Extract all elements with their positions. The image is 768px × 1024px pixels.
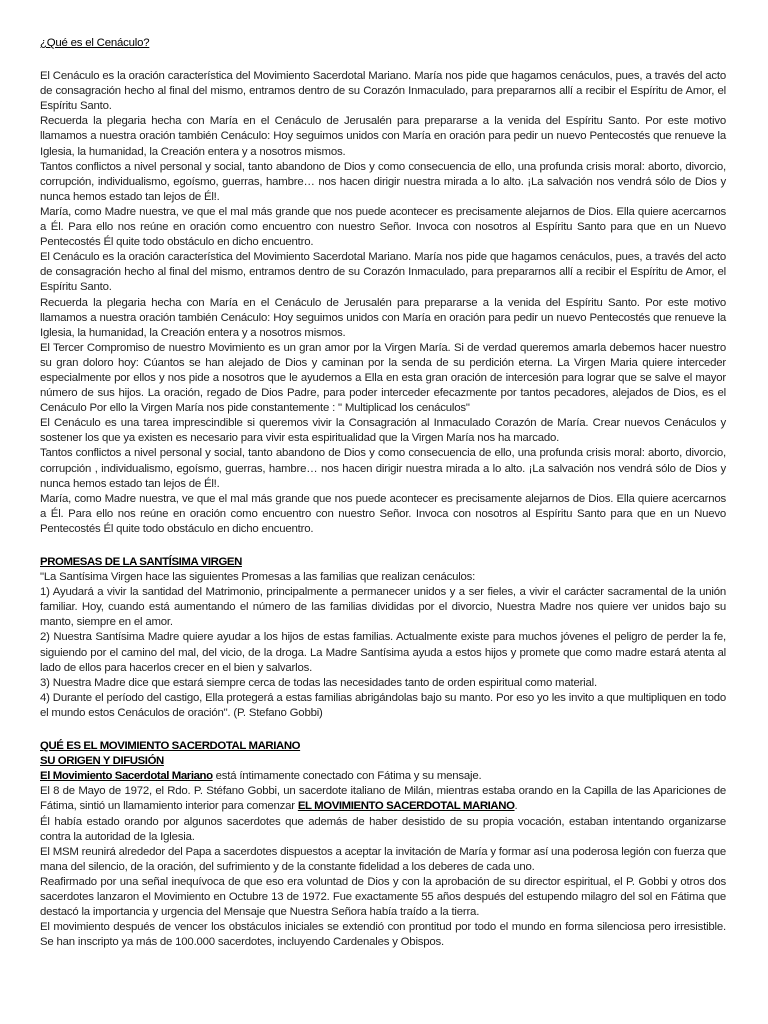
- paragraph: 1) Ayudará a vivir la santidad del Matrimonio, principalmente a permanecer unidos y a ser fieles, a vivir el carácter sacramental de la unión familiar. Hoy, cuando está aumentando el número de las familias divididas por el divorcio, Nuestra Madre nos quiere ver unidos bajo su manto, siempre en el amor.: [40, 586, 726, 629]
- paragraph: María, como Madre nuestra, ve que el mal más grande que nos puede acontecer es precisamente alejarnos de Dios. Ella quiere acercarnos a Él. Para ello nos reúne en oración como encuentro con nuestro Señor. Invoca con nosotros al Espíritu Santo para que en un Nuevo Pentecostés Él quite todo obstáculo en dicho encuentro.: [40, 205, 726, 249]
- paragraph: 4) Durante el período del castigo, Ella protegerá a estas familias abrigándolas bajo su manto. Por eso yo les invito a que multipliquen en todo el mundo estos Cenáculos de oración". (P. Stefano Gobbi): [40, 691, 726, 719]
- movimiento-heading: QUÉ ES EL MOVIMIENTO SACERDOTAL MARIANO: [40, 740, 301, 753]
- paragraph: Reafirmado por una señal inequívoca de que eso era voluntad de Dios y con la aprobación de su director espiritual, el P. Gobbi y otros dos sacerdotes lanzaron el Movimiento en Octubre 13 de 1972. Fue exactamente 55 años después del estupendo milagro del sol en Fátima que destacó la importancia y urgencia del Mensaje que Nuestra Señora había traído a la tierra.: [40, 875, 726, 919]
- paragraph-text: .: [514, 800, 518, 813]
- paragraph-text: está íntimamente conectado con Fátima y su mensaje.: [212, 770, 482, 783]
- paragraph: Recuerda la plegaria hecha con María en el Cenáculo de Jerusalén para prepararse a la venida del Espíritu Santo. Por este motivo llamamos a nuestra oración también Cenáculo: Hoy seguimos unidos con María en oración para pedir un nuevo Pentecostés que renueve la Iglesia, la humanidad, la Creación entera y a nosotros mismos.: [40, 296, 726, 339]
- paragraph: María, como Madre nuestra, ve que el mal más grande que nos puede acontecer es precisamente alejarnos de Dios. Ella quiere acercarnos a Él. Para ello nos reúne en oración como encuentro con nuestro Señor. Invoca con nosotros al Espíritu Santo para que en un Nuevo Pentecostés Él quite todo obstáculo en dicho encuentro.: [40, 492, 726, 535]
- paragraph: El Cenáculo es la oración característica del Movimiento Sacerdotal Mariano. María nos pide que hagamos cenáculos, pues, a través del acto de consagración hecho al final del mismo, entramos dentro de su Corazón Inmaculado, para prepararnos allí a recibir el Espíritu de Amor, el Espíritu Santo.: [40, 70, 726, 113]
- paragraph: Tantos conflictos a nivel personal y social, tanto abandono de Dios y como consecuencia de ello, una profunda crisis moral: aborto, divorcio, corrupción , individualismo, egoísmo, guerras, hambre… nos hacen dirigir nuestra mirada a lo alto. ¡La salvación nos vendrá sólo de Dios y nunca hemos estado tan lejos de Él!.: [40, 447, 726, 490]
- paragraph: [40, 784, 726, 814]
- promesas-section: [40, 555, 726, 721]
- paragraph: Recuerda la plegaria hecha con María en el Cenáculo de Jerusalén para prepararse a la venida del Espíritu Santo. Por este motivo llamamos a nuestra oración también Cenáculo: Hoy seguimos unidos con María en oración para pedir un nuevo Pentecostés que renueve la Iglesia, la humanidad, la Creación entera y a nosotros mismos.: [40, 115, 726, 158]
- paragraph: El Tercer Compromiso de nuestro Movimiento es un gran amor por la Virgen María. Si de verdad queremos amarla debemos hacer nuestro su gran doloro hoy: Cúantos se han alejado de Dios y caminan por la senda de su perdición eterna. La Virgen Maria quiere interceder especialmente por ellos y nos pide a nosotros que le ayudemos a Ella en esta gran oración de intercesión para lograr que se salve el mayor número de sus hijos. La oración, regado de Dios Padre, para poder interceder efecazmente por tantos pecadores, alejados de Dios, es el Cenáculo Por ello la Virgen María nos pide constantemente : " Multiplicad los cenáculos": [40, 341, 726, 415]
- movimiento-subheading: SU ORIGEN Y DIFUSIÓN: [40, 755, 164, 768]
- paragraph: [40, 769, 726, 784]
- msm-name-emphasis: El Movimiento Sacerdotal Mariano: [40, 770, 213, 783]
- paragraph: El Cenáculo es una tarea imprescindible si queremos vivir la Consagración al Inmaculado Corazón de María. Crear nuevos Cenáculos y sostener los que ya existen es necesario para vivir esta espiritualidad que la Virgen María nos ha marcado.: [40, 417, 726, 445]
- paragraph: El movimiento después de vencer los obstáculos iniciales se extendió con prontitud por todo el mundo en forma silenciosa pero irresistible. Se han inscripto ya más de 100.000 sacerdotes, incluyendo Cardenales y Obispos.: [40, 921, 726, 949]
- document-page: [40, 36, 726, 950]
- paragraph: El Cenáculo es la oración característica del Movimiento Sacerdotal Mariano. María nos pide que hagamos cenáculos, pues, a través del acto de consagración hecho al final del mismo, entramos dentro de su Corazón Inmaculado, para prepararnos allí a recibir el Espíritu de Amor, el Espíritu Santo.: [40, 251, 726, 294]
- promesas-heading: PROMESAS DE LA SANTÍSIMA VIRGEN: [40, 556, 242, 568]
- paragraph: Él había estado orando por algunos sacerdotes que además de haber desistido de su propia vocación, estaban intentando organizarse contra la autoridad de la Iglesia.: [40, 815, 726, 843]
- paragraph-text: El 8 de Mayo de 1972, el Rdo. P. Stéfano Gobbi, un sacerdote italiano de Milán, mientras estaba orando en la Capilla de las Apariciones de Fátima, sintió un llamamiento interior para comenzar: [40, 785, 726, 813]
- paragraph: Tantos conflictos a nivel personal y social, tanto abandono de Dios y como consecuencia de ello, una profunda crisis moral: aborto, divorcio, corrupción, individualismo, egoísmo, guerras, hambre… nos hacen dirigir nuestra mirada a lo alto. ¡La salvación nos vendrá sólo de Dios y nunca hemos estado tan lejos de Él!.: [40, 160, 726, 203]
- paragraph: 3) Nuestra Madre dice que estará siempre cerca de todas las necesidades tanto de orden espiritual como material.: [40, 676, 597, 689]
- movimiento-section: [40, 739, 726, 950]
- paragraph: "La Santísima Virgen hace las siguientes Promesas a las familias que realizan cenáculos:: [40, 571, 476, 584]
- msm-name-emphasis: EL MOVIMIENTO SACERDOTAL MARIANO: [297, 800, 515, 813]
- paragraph: 2) Nuestra Santísima Madre quiere ayudar a los hijos de estas familias. Actualmente existe para muchos jóvenes el peligro de perder la fe, siguiendo por el camino del mal, del vicio, de la droga. La Madre Santísima ayuda a estos hijos y promete que como madre estará atenta al lado de ellos para hacerlos crecer en el bien y salvarlos.: [40, 631, 726, 674]
- paragraph: El MSM reunirá alrededor del Papa a sacerdotes dispuestos a aceptar la invitación de María y formar así una poderosa legión con fuerza que mana del silencio, de la oración, del sufrimiento y de la constante fidelidad a los deberes de cada uno.: [40, 845, 726, 873]
- cenaculo-section: [40, 69, 726, 537]
- page-title: ¿Qué es el Cenáculo?: [40, 37, 150, 49]
